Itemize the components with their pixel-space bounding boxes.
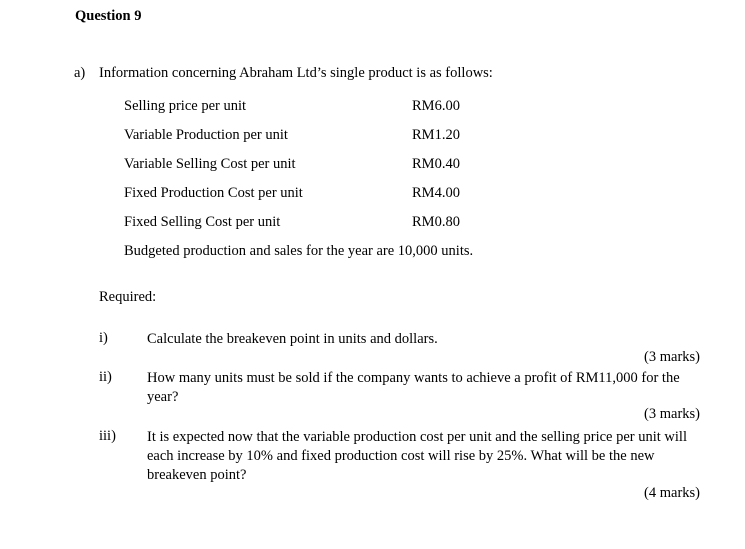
question-text: Calculate the breakeven point in units and dollars. bbox=[147, 331, 438, 347]
item-label: Fixed Production Cost per unit bbox=[124, 185, 303, 201]
item-value: RM0.80 bbox=[412, 214, 460, 230]
item-label: Variable Selling Cost per unit bbox=[124, 156, 296, 172]
item-label: Selling price per unit bbox=[124, 98, 247, 114]
question-text: How many units must be sold if the company wants to achieve a profit of RM11,000 for the year? bbox=[147, 370, 680, 405]
item-value: RM6.00 bbox=[412, 98, 460, 114]
question-number: i) bbox=[99, 330, 108, 346]
question-number: ii) bbox=[99, 369, 112, 385]
question-number: iii) bbox=[99, 428, 116, 444]
item-label: Fixed Selling Cost per unit bbox=[124, 214, 281, 230]
budget-note: Budgeted production and sales for the year are 10,000 units. bbox=[124, 243, 474, 259]
item-value: RM1.20 bbox=[412, 127, 460, 143]
item-label: Variable Production per unit bbox=[124, 127, 288, 143]
question-title: Question 9 bbox=[75, 8, 142, 24]
marks-label: (3 marks) bbox=[644, 349, 700, 365]
item-value: RM4.00 bbox=[412, 185, 460, 201]
part-a-label: a) bbox=[74, 65, 86, 81]
marks-label: (3 marks) bbox=[644, 406, 700, 422]
marks-label: (4 marks) bbox=[644, 485, 700, 501]
required-label: Required: bbox=[99, 289, 157, 305]
item-value: RM0.40 bbox=[412, 156, 460, 172]
part-a-intro: Information concerning Abraham Ltd’s single product is as follows: bbox=[99, 65, 493, 81]
question-text: It is expected now that the variable production cost per unit and the selling price per unit will each increase by 10% and fixed production cost will rise by 25%. What will be the new breakeven point? bbox=[147, 429, 687, 483]
